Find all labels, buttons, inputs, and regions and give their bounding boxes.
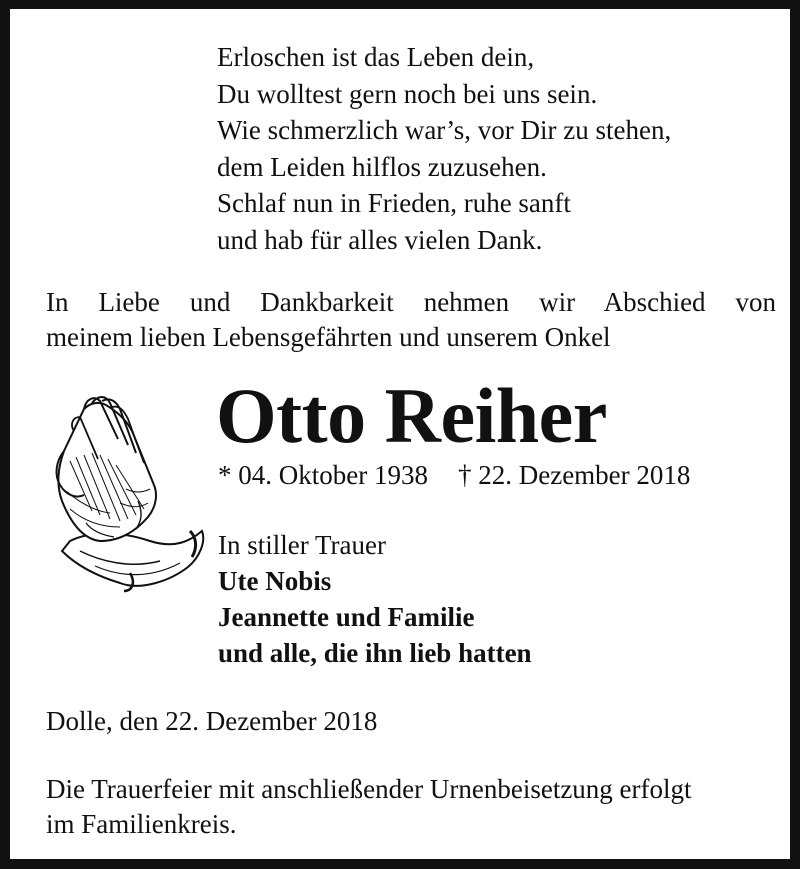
deceased-name: Otto Reiher [216, 372, 607, 459]
farewell-intro [46, 285, 776, 355]
place-date: Dolle, den 22. Dezember 2018 [46, 706, 378, 736]
poem-line: Du wolltest gern noch bei uns sein. [217, 78, 598, 109]
intro-line: In Liebe und Dankbarkeit nehmen wir Abschied von [46, 287, 776, 317]
mourners [218, 527, 532, 671]
ceremony-line: im Familienkreis. [46, 809, 237, 839]
ceremony-line: Die Trauerfeier mit anschließender Urnenbeisetzung erfolgt [46, 774, 692, 804]
poem-line: dem Leiden hilflos zuzusehen. [217, 151, 547, 182]
ceremony-note [46, 772, 776, 842]
life-dates [218, 457, 690, 493]
poem-line: Wie schmerzlich war’s, vor Dir zu stehen, [217, 115, 672, 145]
birth-date: * 04. Oktober 1938 [218, 460, 428, 490]
mourning-heading: In stiller Trauer [218, 530, 386, 560]
mourner-name: Jeannette und Familie [218, 602, 475, 632]
poem-line: Erloschen ist das Leben dein, [217, 42, 535, 72]
death-date: † 22. Dezember 2018 [457, 460, 691, 490]
mourner-name: und alle, die ihn lieb hatten [218, 638, 532, 668]
poem [217, 39, 777, 258]
intro-line: meinem lieben Lebensgefährten und unserem Onkel [46, 322, 611, 352]
mourner-name: Ute Nobis [218, 566, 332, 596]
poem-line: und hab für alles vielen Dank. [217, 224, 543, 255]
praying-hands-icon [40, 391, 210, 596]
poem-line: Schlaf nun in Frieden, ruhe sanft [217, 188, 571, 218]
